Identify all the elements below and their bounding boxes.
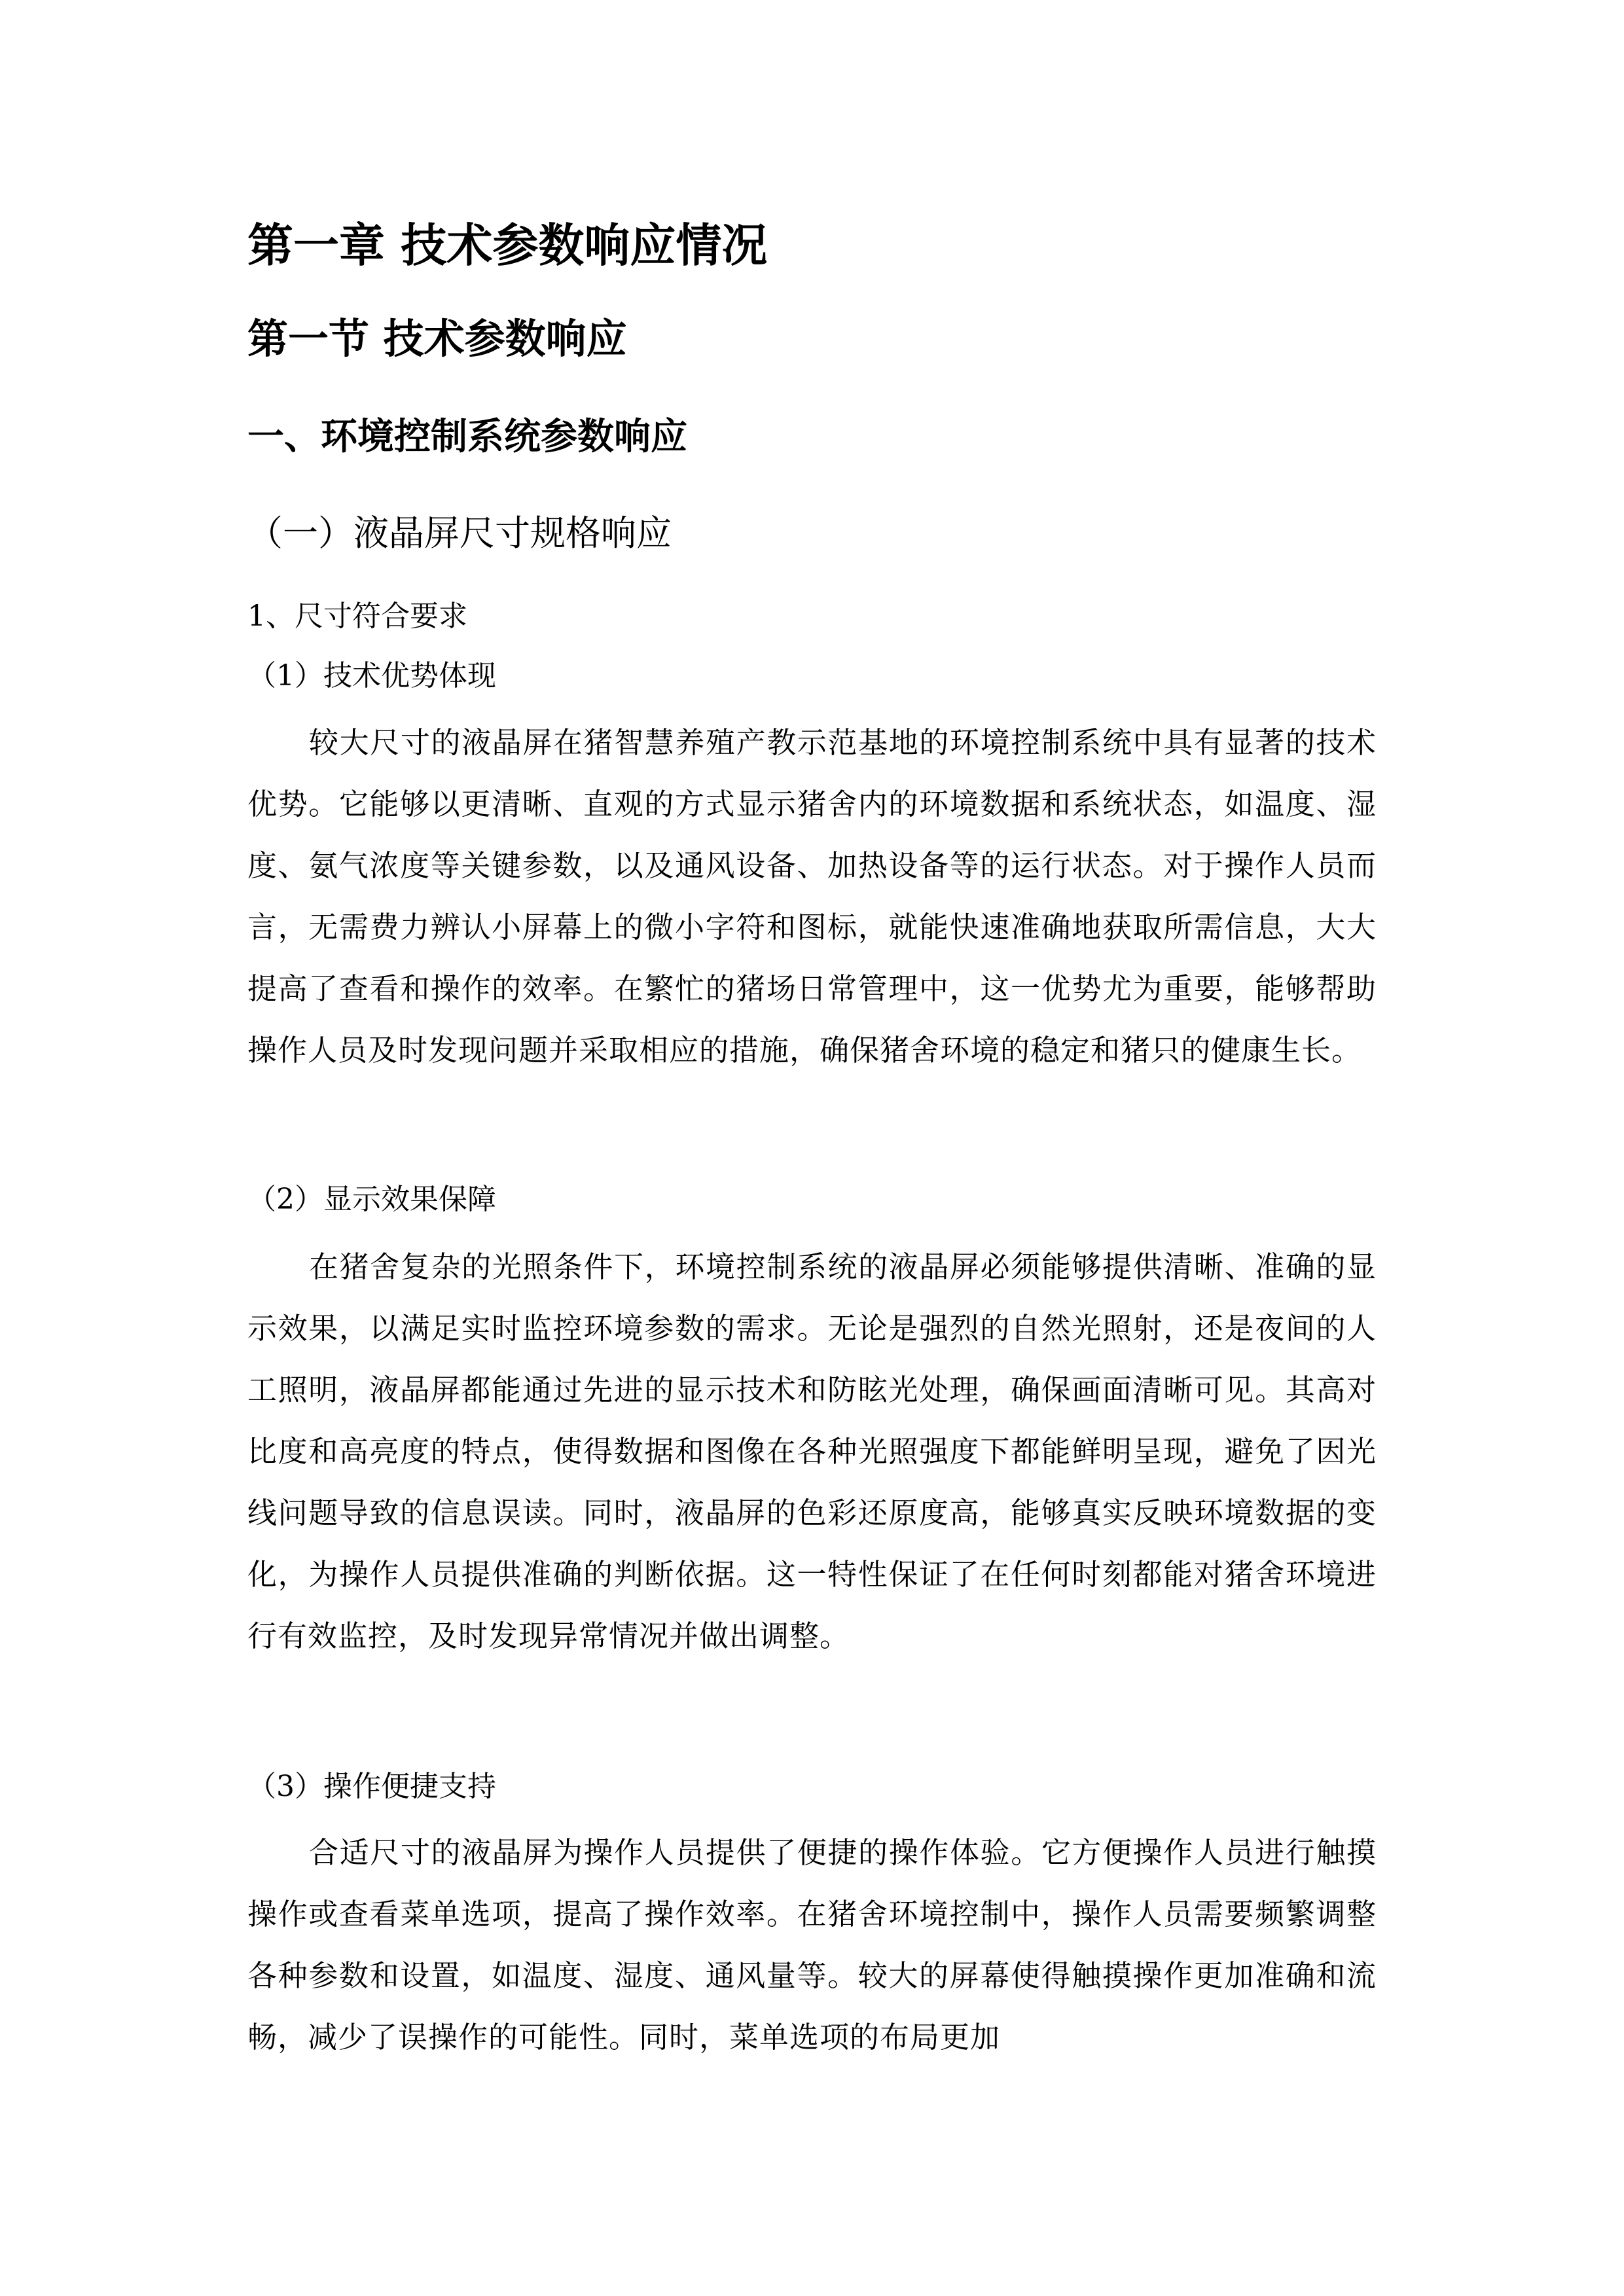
block-heading-2: （2）显示效果保障: [247, 1183, 496, 1216]
item-heading: 1、尺寸符合要求: [247, 600, 467, 633]
block-paragraph-1: 较大尺寸的液晶屏在猪智慧养殖产教示范基地的环境控制系统中具有显著的技术优势。它能够以更清晰、直观的方式显示猪舍内的环境数据和系统状态，如温度、湿度、氨气浓度等关键参数，以及通风设备、加热设备等的运行状态。对于操作人员而言，无需费力辨认小屏幕上的微小字符和图标，就能快速准确地获取所需信息，大大提高了查看和操作的效率。在繁忙的猪场日常管理中，这一优势尤为重要，能够帮助操作人员及时发现问题并采取相应的措施，确保猪舍环境的稳定和猪只的健康生长。: [247, 725, 1377, 1067]
subsection-title: 一、环境控制系统参数响应: [247, 416, 687, 458]
chapter-title: 第一章 技术参数响应情况: [247, 219, 768, 272]
subsubsection-title: （一）液晶屏尺寸规格响应: [247, 512, 672, 554]
block-heading-1: （1）技术优势体现: [247, 659, 496, 692]
block-paragraph-2: 在猪舍复杂的光照条件下，环境控制系统的液晶屏必须能够提供清晰、准确的显示效果，以满足实时监控环境参数的需求。无论是强烈的自然光照射，还是夜间的人工照明，液晶屏都能通过先进的显示技术和防眩光处理，确保画面清晰可见。其高对比度和高亮度的特点，使得数据和图像在各种光照强度下都能鲜明呈现，避免了因光线问题导致的信息误读。同时，液晶屏的色彩还原度高，能够真实反映环境数据的变化，为操作人员提供准确的判断依据。这一特性保证了在任何时刻都能对猪舍环境进行有效监控，及时发现异常情况并做出调整。: [247, 1249, 1377, 1653]
block-paragraph-3: 合适尺寸的液晶屏为操作人员提供了便捷的操作体验。它方便操作人员进行触摸操作或查看菜单选项，提高了操作效率。在猪舍环境控制中，操作人员需要频繁调整各种参数和设置，如温度、湿度、通风量等。较大的屏幕使得触摸操作更加准确和流畅，减少了误操作的可能性。同时，菜单选项的布局更加: [247, 1835, 1377, 2054]
document-page: [247, 0, 1377, 2296]
block-heading-3: （3）操作便捷支持: [247, 1770, 496, 1803]
section-title: 第一节 技术参数响应: [247, 315, 627, 363]
